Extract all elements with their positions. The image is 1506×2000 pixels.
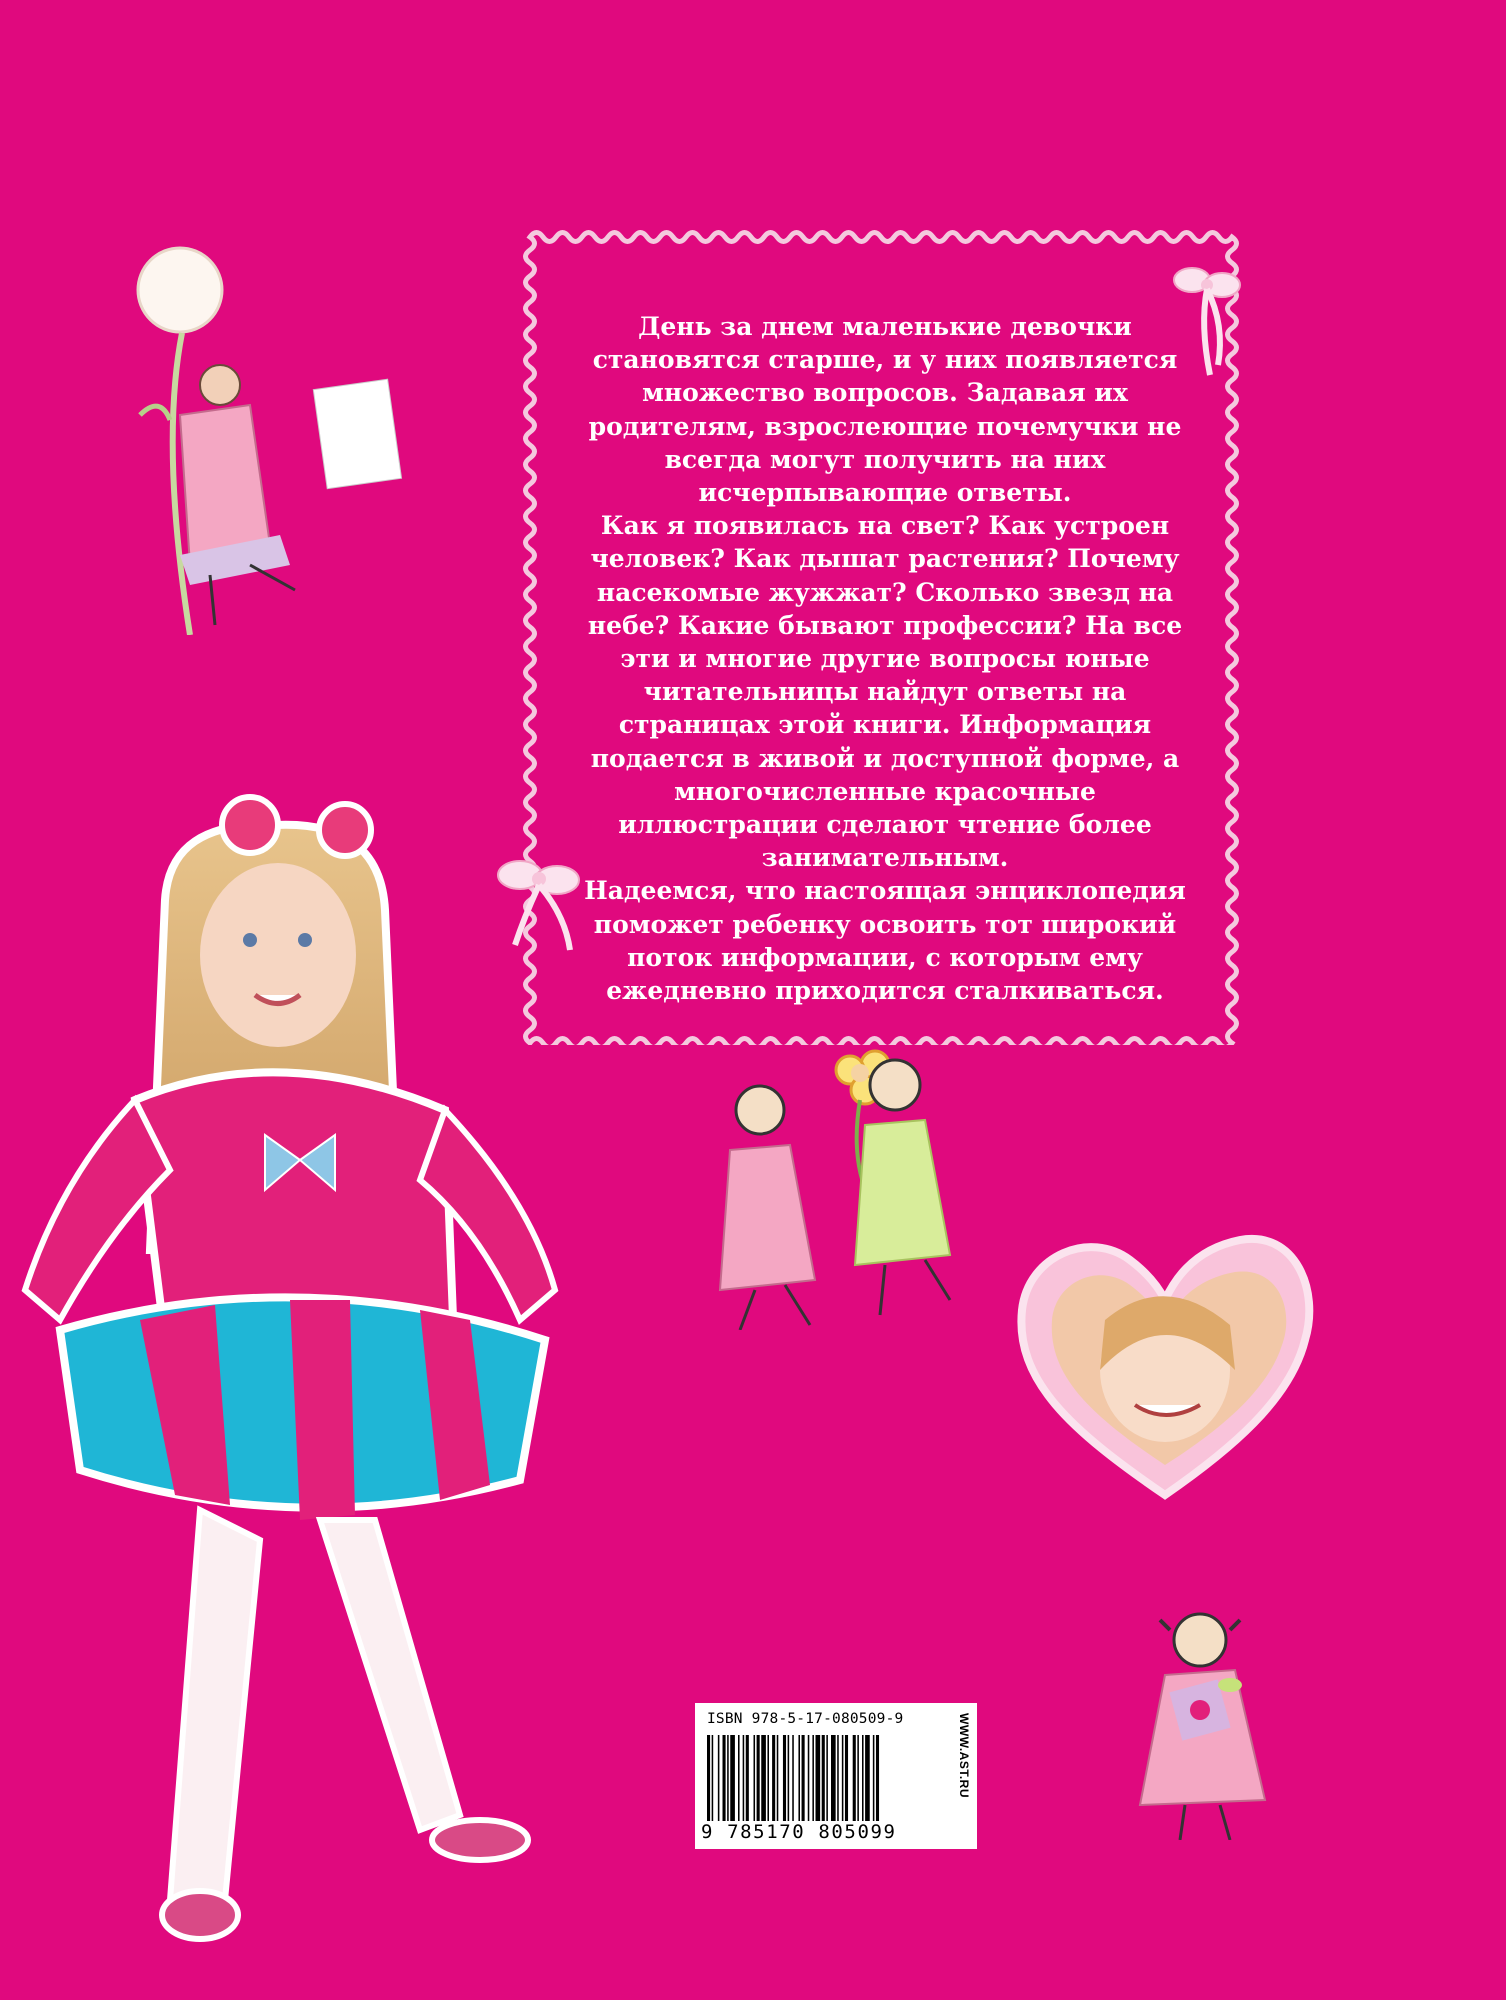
description-frame	[520, 225, 1250, 1045]
barcode-bar	[873, 1735, 875, 1821]
barcode-bar	[718, 1735, 720, 1821]
barcode-block	[695, 1703, 977, 1849]
barcode-bar	[822, 1735, 825, 1821]
barcode-bar	[730, 1735, 735, 1821]
heart-photo-frame	[1010, 1230, 1320, 1500]
barcode-bar	[746, 1735, 749, 1821]
barcode-bars	[707, 1735, 949, 1821]
ribbon-bow-illustration	[1170, 255, 1250, 385]
two-girls-illustration	[700, 1040, 970, 1330]
barcode-bar	[792, 1735, 794, 1821]
barcode-bar	[876, 1735, 879, 1821]
barcode-bar	[738, 1735, 740, 1821]
barcode-bar	[727, 1735, 729, 1821]
barcode-bar	[757, 1735, 760, 1821]
barcode-bar	[842, 1735, 844, 1821]
description-paragraph-2: Как я появилась на свет? Как устроен человек? Как дышат растения? Почему насекомые жужжат? Сколько звезд на небе? Какие бывают профессии? На все эти и многие другие вопросы юные читательницы найдут ответы на страницах этой книги. Информация подается в живой и доступной форме, а многочисленные красочные иллюстрации сделают чтение более занимательным.	[587, 511, 1183, 873]
isbn-label: ISBN 978-5-17-080509-9	[707, 1711, 904, 1727]
barcode-bar	[826, 1735, 828, 1821]
barcode-bar	[857, 1735, 859, 1821]
barcode-bar	[772, 1735, 775, 1821]
barcode-bar	[798, 1735, 800, 1821]
barcode-bar	[707, 1735, 710, 1821]
girl-with-gift-illustration	[1120, 1600, 1280, 1840]
publisher-url: WWW.AST.RU	[957, 1713, 971, 1798]
barcode-bar	[783, 1735, 786, 1821]
barcode-bar	[777, 1735, 779, 1821]
barcode-bar	[816, 1735, 821, 1821]
barcode-bar	[862, 1735, 864, 1821]
barcode-bar	[831, 1735, 836, 1821]
description-paragraph-1: День за днем маленькие девочки становятся старше, и у них появляется множество вопросов. Задавая их родителям, взрослеющие почемучки не всегда могут получить на них исчерпывающие ответы.	[588, 312, 1182, 508]
barcode-bar	[712, 1735, 714, 1821]
barcode-bar	[845, 1735, 848, 1821]
barcode-bar	[853, 1735, 856, 1821]
barcode-digits: 9 785170 805099	[701, 1821, 897, 1843]
dandelion-girl-illustration	[120, 245, 420, 635]
barcode-bar	[802, 1735, 805, 1821]
barcode-bar	[754, 1735, 756, 1821]
barcode-bar	[808, 1735, 810, 1821]
barcode-bar	[812, 1735, 814, 1821]
description-text	[580, 310, 1190, 1007]
barcode-bar	[837, 1735, 839, 1821]
girl-photo	[0, 780, 600, 1970]
barcode-bar	[743, 1735, 745, 1821]
description-paragraph-3: Надеемся, что настоящая энциклопедия поможет ребенку освоить тот широкий поток информации, с которым ему ежедневно приходится сталкиваться.	[584, 876, 1186, 1006]
barcode-bar	[723, 1735, 726, 1821]
barcode-bar	[761, 1735, 766, 1821]
barcode-bar	[767, 1735, 769, 1821]
barcode-bar	[788, 1735, 790, 1821]
barcode-bar	[865, 1735, 870, 1821]
